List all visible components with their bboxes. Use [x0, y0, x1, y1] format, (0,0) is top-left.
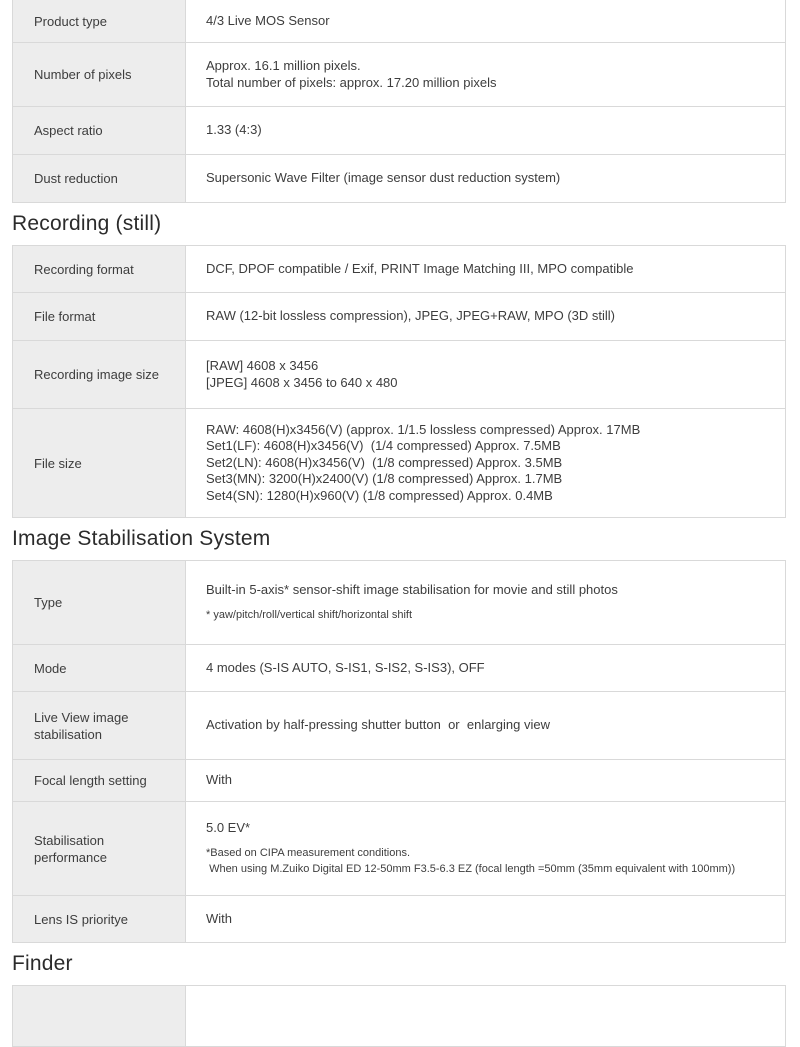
spec-footnote: * yaw/pitch/roll/vertical shift/horizontal shift — [206, 609, 413, 622]
spec-value: [RAW] 4608 x 3456 — [206, 358, 319, 373]
spec-value-cell — [186, 293, 785, 340]
spec-value: RAW (12-bit lossless compression), JPEG, JPEG+RAW, MPO (3D still) — [206, 308, 615, 324]
spec-label: Focal length setting — [34, 773, 147, 788]
spec-value-cell — [186, 155, 785, 202]
spec-row-type — [13, 561, 785, 644]
spec-row-recording-format — [13, 246, 785, 292]
spec-row-focal-length-setting — [13, 759, 785, 801]
spec-row-file-format — [13, 292, 785, 340]
spec-footnote: *Based on CIPA measurement conditions. — [206, 847, 411, 860]
spec-label-cell — [13, 645, 186, 691]
spec-value-cell — [186, 561, 785, 644]
spec-value: Set3(MN): 3200(H)x2400(V) (1/8 compressed) Approx. 1.7MB — [206, 471, 563, 487]
spec-value-cell — [186, 896, 785, 942]
spec-value-cell — [186, 341, 785, 408]
spec-value-cell — [186, 409, 785, 517]
spec-value: Built-in 5-axis* sensor-shift image stabilisation for movie and still photos — [206, 581, 618, 597]
spec-row-lens-is-priority — [13, 895, 785, 942]
spec-row-file-size — [13, 408, 785, 517]
spec-value-cell — [186, 692, 785, 759]
finder-spec-table — [12, 985, 786, 1047]
spec-label-cell — [13, 0, 186, 42]
spec-label-cell — [13, 43, 186, 106]
spec-row-live-view-stabilisation — [13, 691, 785, 759]
spec-label: File format — [34, 309, 96, 324]
spec-value-cell — [186, 43, 785, 106]
spec-label-cell — [13, 341, 186, 408]
spec-row-aspect-ratio — [13, 106, 785, 154]
spec-value: Approx. 16.1 million pixels. — [206, 58, 361, 73]
spec-label-cell — [13, 293, 186, 340]
spec-value-cell — [186, 645, 785, 691]
spec-label: Number of pixels — [34, 67, 132, 82]
spec-label-cell — [13, 409, 186, 517]
spec-value-cell — [186, 802, 785, 895]
spec-value-cell — [186, 986, 785, 1046]
spec-value: Supersonic Wave Filter (image sensor dust reduction system) — [206, 170, 561, 186]
section-heading-finder: Finder — [12, 952, 73, 975]
spec-label: Mode — [34, 660, 67, 676]
spec-footnote: When using M.Zuiko Digital ED 12-50mm F3.5-6.3 EZ (focal length =50mm (35mm equivalent with 100mm)) — [206, 863, 736, 876]
spec-label-cell — [13, 107, 186, 154]
spec-row-mode — [13, 644, 785, 691]
spec-row-cut-off — [13, 986, 785, 1046]
spec-value: With — [206, 772, 232, 788]
spec-label: Lens IS prioritye — [34, 911, 128, 927]
spec-label-cell — [13, 692, 186, 759]
spec-row-recording-image-size — [13, 340, 785, 408]
spec-value: Set4(SN): 1280(H)x960(V) (1/8 compressed) Approx. 0.4MB — [206, 487, 553, 503]
spec-label-cell — [13, 760, 186, 801]
spec-value: DCF, DPOF compatible / Exif, PRINT Image Matching III, MPO compatible — [206, 260, 634, 276]
spec-value: [JPEG] 4608 x 3456 to 640 x 480 — [206, 374, 398, 390]
spec-value: Set1(LF): 4608(H)x3456(V) (1/4 compressed) Approx. 7.5MB — [206, 438, 561, 454]
spec-value: Activation by half-pressing shutter button or enlarging view — [206, 717, 550, 733]
spec-label-cell — [13, 986, 186, 1046]
spec-label: Recording format — [34, 261, 134, 277]
spec-value-cell — [186, 0, 785, 42]
spec-label: Dust reduction — [34, 171, 118, 186]
spec-row-dust-reduction — [13, 154, 785, 202]
spec-value: With — [206, 910, 232, 926]
spec-label-cell — [13, 155, 186, 202]
image-stabilisation-spec-table — [12, 560, 786, 943]
spec-label: Recording image size — [34, 367, 160, 382]
spec-label: Live View image stabilisation — [34, 709, 129, 742]
spec-value: Set2(LN): 4608(H)x3456(V) (1/8 compressed) Approx. 3.5MB — [206, 454, 563, 470]
spec-row-product-type — [13, 0, 785, 42]
spec-value: RAW: 4608(H)x3456(V) (approx. 1/1.5 lossless compressed) Approx. 17MB — [206, 421, 641, 437]
spec-label-cell — [13, 896, 186, 942]
spec-row-stabilisation-performance — [13, 801, 785, 895]
spec-value: 5.0 EV* — [206, 819, 251, 835]
spec-row-number-of-pixels — [13, 42, 785, 106]
spec-value: Total number of pixels: approx. 17.20 million pixels — [206, 74, 497, 90]
recording-still-spec-table — [12, 245, 786, 518]
spec-value: 4 modes (S-IS AUTO, S-IS1, S-IS2, S-IS3), OFF — [206, 659, 485, 675]
spec-label: Type — [34, 595, 63, 610]
spec-label: Stabilisation performance — [34, 832, 107, 865]
sensor-spec-table — [12, 0, 786, 203]
spec-value-cell — [186, 760, 785, 801]
spec-value: 4/3 Live MOS Sensor — [206, 12, 330, 28]
spec-label: File size — [34, 455, 82, 471]
spec-label-cell — [13, 246, 186, 292]
section-heading-recording-still: Recording (still) — [12, 212, 162, 235]
spec-value: 1.33 (4:3) — [206, 122, 262, 138]
spec-label: Product type — [34, 13, 107, 29]
section-heading-image-stabilisation: Image Stabilisation System — [12, 527, 271, 550]
spec-label-cell — [13, 561, 186, 644]
spec-label: Aspect ratio — [34, 123, 103, 138]
spec-value-cell — [186, 107, 785, 154]
spec-value-cell — [186, 246, 785, 292]
spec-label-cell — [13, 802, 186, 895]
